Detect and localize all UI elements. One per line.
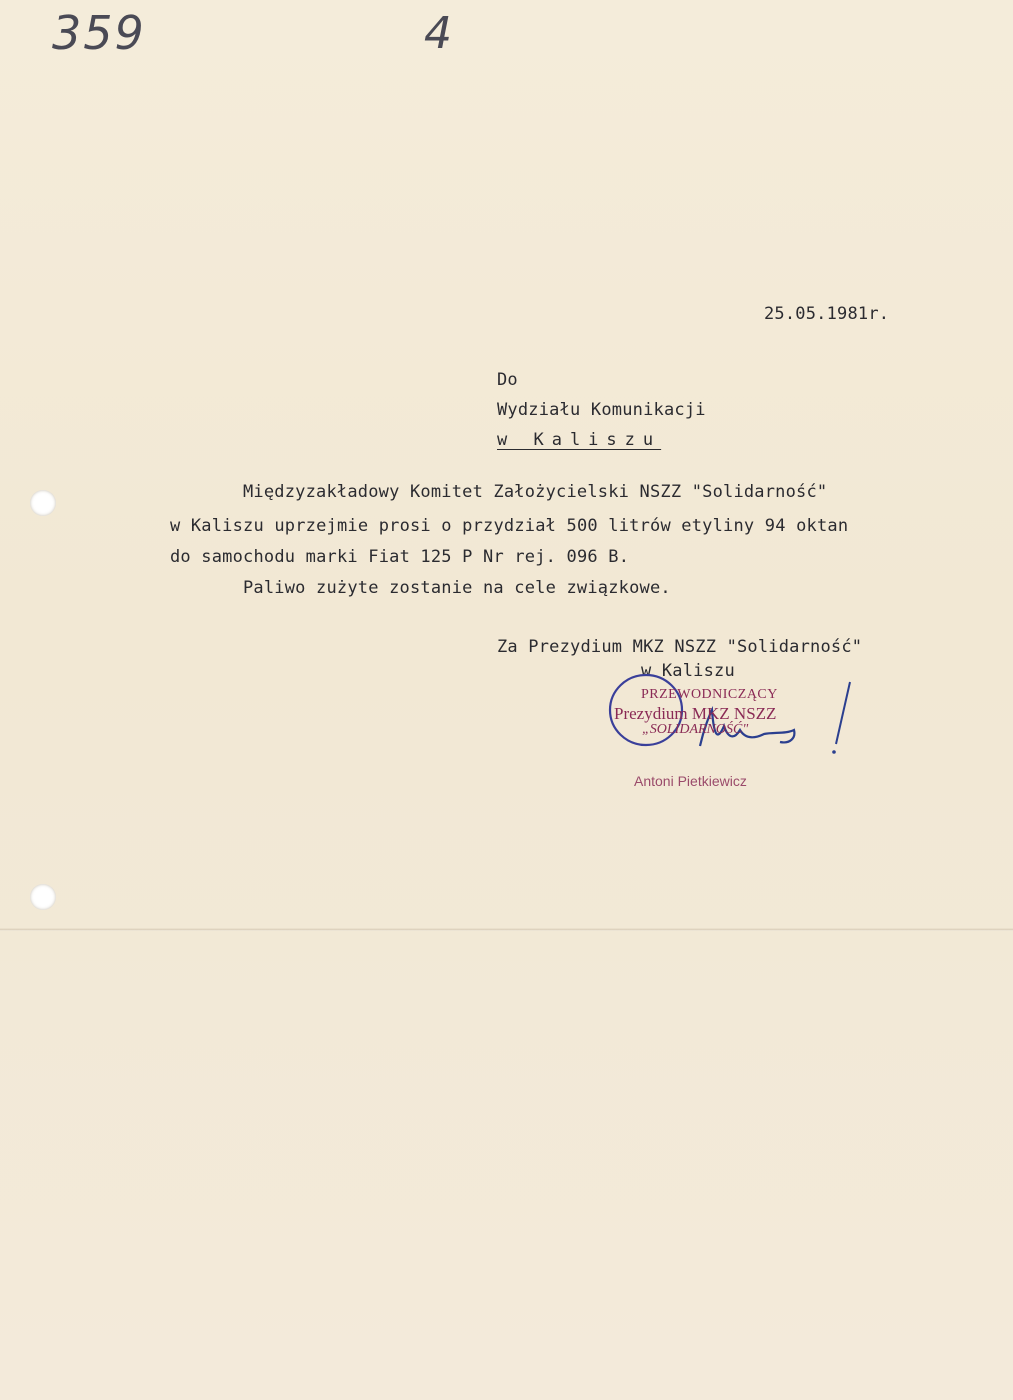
signature-dot [832,750,836,754]
recipient-line-2: Wydziału Komunikacji [497,400,706,420]
closing-line-1: Za Prezydium MKZ NSZZ "Solidarność" [497,637,863,657]
letter-date: 25.05.1981r. [764,304,890,324]
recipient-line-1: Do [497,370,518,390]
stamp-line-2: Prezydium MKZ NSZZ [614,704,777,723]
archive-mark: 4 [424,8,452,59]
punch-hole-bottom [30,884,56,910]
body-line-2: w Kaliszu uprzejmie prosi o przydział 500 litrów etyliny 94 oktan [170,516,849,536]
body-line-4: Paliwo zużyte zostanie na cele związkowe. [243,578,671,598]
name-stamp: Antoni Pietkiewicz [634,773,747,789]
paper-fold-line [0,928,1013,931]
stamp-line-3: „SOLIDARNOŚĆ" [642,722,749,737]
recipient-line-3: w Kaliszu [497,430,662,450]
archive-number: 359 [52,6,146,60]
punch-hole-top [30,490,56,516]
body-line-1: Międzyzakładowy Komitet Założycielski NSZZ "Solidarność" [243,482,828,502]
signature-stroke [836,682,850,744]
stamp-title: PRZEWODNICZĄCY [641,687,778,702]
body-line-3: do samochodu marki Fiat 125 P Nr rej. 096 B. [170,547,630,567]
closing-line-2: w Kaliszu [641,661,735,681]
